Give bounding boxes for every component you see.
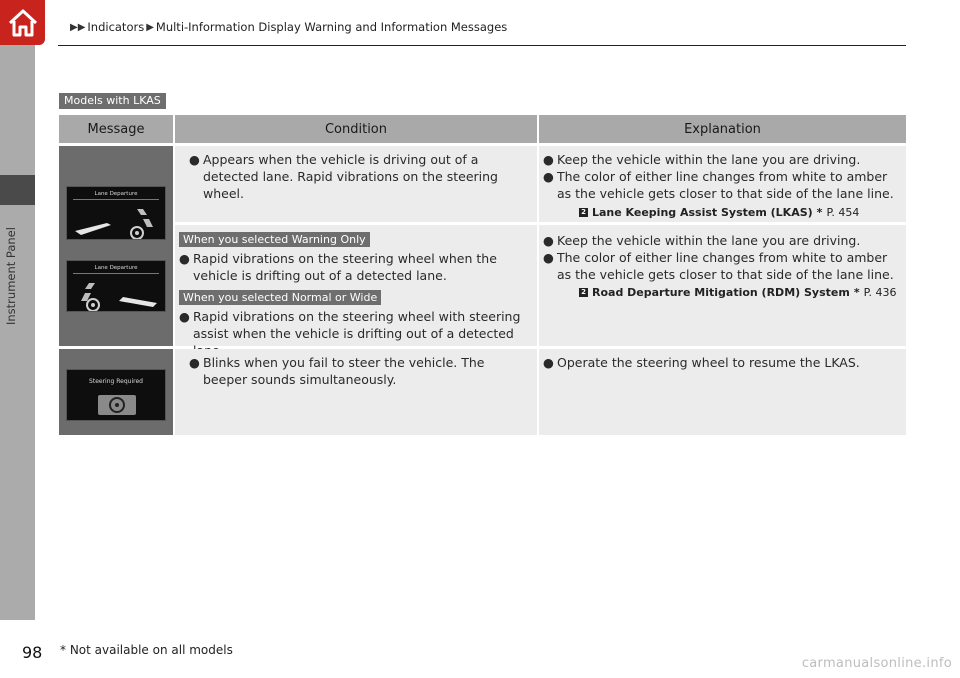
thumb-divider <box>73 199 159 200</box>
footnote: * Not available on all models <box>60 643 233 657</box>
condition-cell-row-2 <box>175 225 537 346</box>
bullet-item: ● Appears when the vehicle is driving out of a detected lane. Rapid vibrations on the steering wheel. <box>189 152 498 201</box>
thumb-title: Lane Departure <box>94 191 138 197</box>
normal-wide-badge: When you selected Normal or Wide <box>179 290 381 305</box>
bullet-item: ● Blinks when you fail to steer the vehicle. The beeper sounds simultaneously. <box>189 355 485 387</box>
bullet-dot: ● <box>543 233 554 248</box>
reference-arrow-icon: 2 <box>579 208 588 217</box>
bullet-item: ● Keep the vehicle within the lane you are driving. <box>543 233 861 248</box>
warning-only-badge: When you selected Warning Only <box>179 232 370 247</box>
bullet-dot: ● <box>543 355 554 370</box>
cross-reference-link[interactable]: 2 Road Departure Mitigation (RDM) System * P. 436 <box>579 286 897 299</box>
watermark: carmanualsonline.info <box>801 656 952 671</box>
bullet-item: ● The color of either line changes from white to amber as the vehicle gets closer to that side of the lane line. <box>543 169 894 201</box>
thumb-divider <box>73 273 159 274</box>
sidebar-section-label: Instrument Panel <box>4 227 18 325</box>
page-number: 98 <box>22 643 43 662</box>
bullet-dot: ● <box>189 355 200 370</box>
lane-lines-icon <box>67 201 166 240</box>
bullet-dot: ● <box>543 169 554 184</box>
explanation-cell-row-2 <box>539 225 906 346</box>
column-header-explanation: Explanation <box>539 115 906 143</box>
bullet-dot: ● <box>543 250 554 265</box>
models-badge: Models with LKAS <box>59 93 166 109</box>
header-divider <box>58 45 906 46</box>
sidebar-tab-active[interactable] <box>0 175 35 205</box>
column-header-message: Message <box>59 115 173 143</box>
bullet-dot: ● <box>179 309 190 324</box>
bullet-item: ● Rapid vibrations on the steering wheel when the vehicle is drifting out of a detected lane. <box>179 251 497 283</box>
home-icon <box>7 8 39 38</box>
bullet-item: ● Operate the steering wheel to resume the LKAS. <box>543 355 860 370</box>
thumb-title: Lane Departure <box>94 265 138 271</box>
lane-departure-display-image <box>66 186 166 240</box>
reference-arrow-icon: 2 <box>579 288 588 297</box>
bullet-item: ● The color of either line changes from white to amber as the vehicle gets closer to that side of the lane line. <box>543 250 894 282</box>
chevron-right-icon: ▶ <box>146 21 154 33</box>
bullet-item: ● Keep the vehicle within the lane you are driving. <box>543 152 861 167</box>
explanation-cell-row-3 <box>539 349 906 435</box>
cross-reference-link[interactable]: 2 Lane Keeping Assist System (LKAS) * P. 454 <box>579 206 859 219</box>
thumb-title: Steering Required <box>89 378 143 385</box>
bullet-item: ● Rapid vibrations on the steering wheel with steering assist when the vehicle is drifting out of a detected <box>179 309 521 341</box>
bullet-dot: ● <box>179 251 190 266</box>
steering-required-display-image <box>66 369 166 421</box>
sidebar-tab-upper[interactable] <box>0 45 35 175</box>
breadcrumb <box>70 20 507 34</box>
condition-cell-row-3 <box>175 349 537 435</box>
breadcrumb-item-current: Multi-Information Display Warning and Information Messages <box>155 20 508 34</box>
lane-lines-icon <box>67 275 166 312</box>
bullet-dot: ● <box>189 152 200 167</box>
bullet-dot: ● <box>543 152 554 167</box>
condition-cell-row-1 <box>175 146 537 222</box>
steering-wheel-icon <box>97 394 137 416</box>
home-button[interactable] <box>0 0 45 45</box>
message-cell-lane-departure <box>59 146 173 346</box>
column-header-condition: Condition <box>175 115 537 143</box>
lane-departure-display-image-2 <box>66 260 166 312</box>
explanation-cell-row-1 <box>539 146 906 222</box>
chevron-right-icon: ▶▶ <box>70 21 86 33</box>
breadcrumb-item-indicators[interactable]: Indicators <box>87 20 145 34</box>
